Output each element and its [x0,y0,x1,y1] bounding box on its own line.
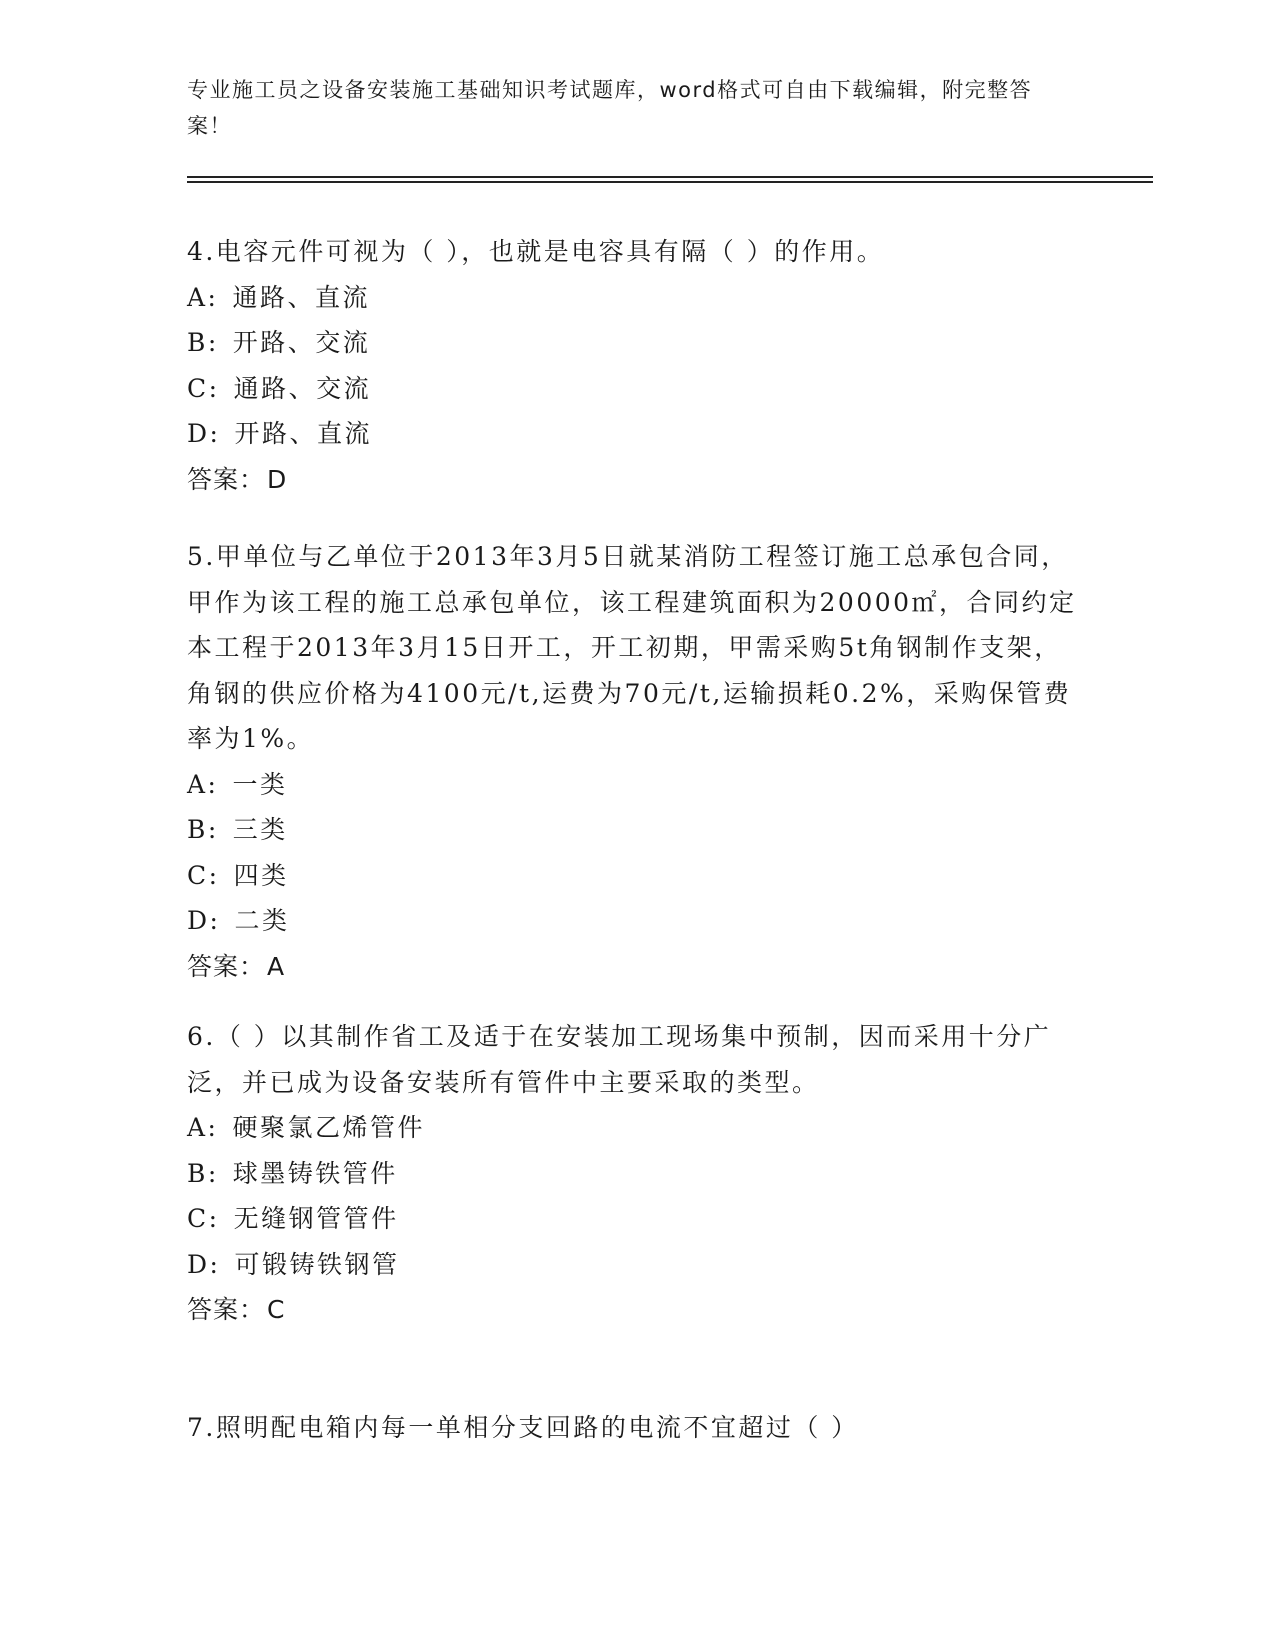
option-letter: C: [187,860,220,890]
option-letter: D: [187,906,221,935]
answer-value: A [267,951,286,981]
option-text: 无缝钢管管件 [233,1204,399,1233]
question-stem: 7.照明配电箱内每一单相分支回路的电流不宜超过（ ） [187,1413,859,1442]
question-stem: 5.甲单位与乙单位于2013年3月5日就某消防工程签订施工总承包合同，甲作为该工程的施工总承包单位，该工程建筑面积为20000㎡，合同约定本工程于2013年3月15日开工，开工初期，甲需采购5t角钢制作支架，角钢的供应价格为4100元/t,运费为70元/t,运输损耗0.2%，采购保管费率为1%。 [187,542,1077,753]
question-5 [187,534,1087,989]
option-c [187,853,1087,899]
option-b [187,807,1087,853]
option-b [187,320,1087,366]
answer-label: 答案： [187,951,266,981]
option-text: 一类 [232,769,288,799]
option-letter: A: [187,769,219,799]
option-text: 可锻铸铁钢管 [234,1249,400,1279]
option-letter: D: [187,419,221,448]
question-4 [187,229,1087,502]
option-d [187,898,1087,944]
option-text: 四类 [233,860,289,890]
option-letter: B: [187,1158,219,1188]
option-a [187,1105,1087,1151]
option-letter: B: [187,815,219,844]
option-letter: A: [187,1113,219,1142]
option-letter: A: [187,282,219,312]
option-a [187,275,1087,321]
option-text: 开路、直流 [234,419,372,448]
option-text: 三类 [232,815,288,844]
option-text: 球墨铸铁管件 [232,1158,398,1188]
answer-line [187,457,1087,503]
question-stem: 4.电容元件可视为（ ），也就是电容具有隔（ ）的作用。 [187,237,885,266]
option-d [187,1242,1087,1288]
option-c [187,1196,1087,1242]
header-title: 专业施工员之设备安装施工基础知识考试题库，word格式可自由下载编辑，附完整答案！ [187,78,1033,138]
option-letter: D: [187,1249,221,1279]
question-6 [187,1014,1087,1333]
option-d [187,411,1087,457]
question-stem: 6.（ ）以其制作省工及适于在安装加工现场集中预制，因而采用十分广泛，并已成为设备安装所有管件中主要采取的类型。 [187,1022,1052,1097]
option-text: 二类 [234,906,290,935]
answer-label: 答案： [187,464,266,494]
option-letter: B: [187,328,219,357]
option-b [187,1151,1087,1197]
answer-value: D [267,464,288,494]
document-header [187,72,1067,144]
option-text: 开路、交流 [232,328,371,357]
answer-label: 答案： [187,1295,266,1324]
option-text: 通路、交流 [233,373,372,403]
header-divider-top [187,176,1153,178]
option-text: 通路、直流 [232,282,370,312]
header-divider-bottom [187,181,1153,183]
option-letter: C: [187,1204,220,1233]
option-letter: C: [187,373,220,403]
option-text: 硬聚氯乙烯管件 [232,1113,425,1142]
option-a [187,762,1087,808]
option-c [187,366,1087,412]
answer-line [187,944,1087,990]
answer-value: C [267,1295,286,1324]
question-7 [187,1405,1087,1451]
answer-line [187,1287,1087,1333]
